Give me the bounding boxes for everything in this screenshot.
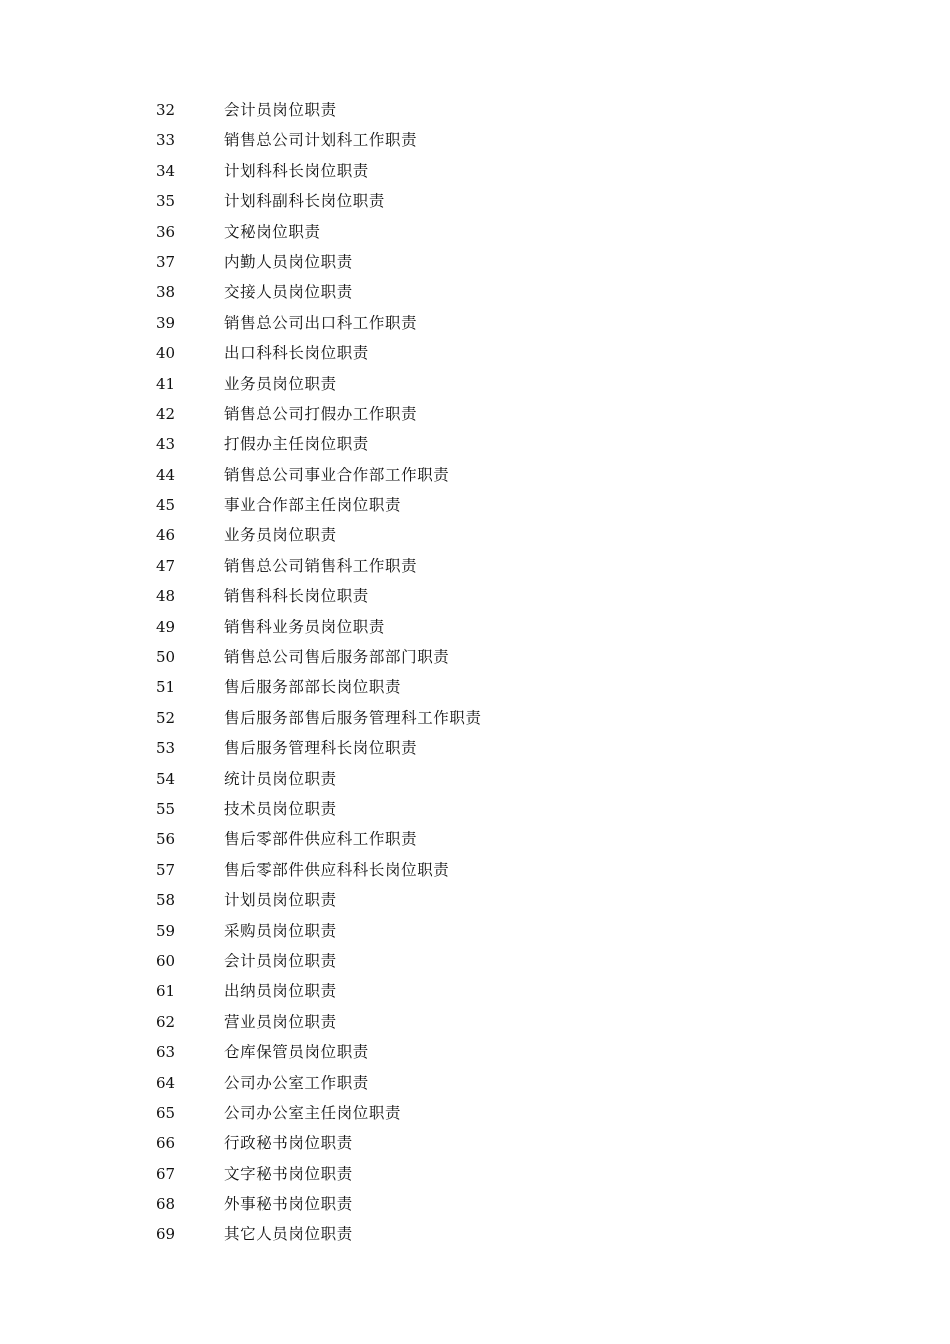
toc-entry-number: 34 — [156, 161, 176, 180]
toc-entry-number: 64 — [156, 1073, 176, 1092]
toc-entry — [156, 308, 856, 338]
toc-entry-number: 44 — [156, 465, 176, 484]
toc-entry-number: 37 — [156, 252, 176, 271]
toc-entry-number: 51 — [156, 678, 176, 697]
toc-entry — [156, 672, 856, 702]
toc-entry-title: 售后服务管理科长岗位职责 — [224, 739, 418, 758]
toc-entry-number: 57 — [156, 860, 176, 879]
toc-entry-number: 58 — [156, 891, 176, 910]
toc-entry-title: 销售总公司事业合作部工作职责 — [224, 465, 450, 484]
toc-entry-title: 公司办公室工作职责 — [224, 1073, 369, 1092]
toc-entry — [156, 460, 856, 490]
toc-entry — [156, 338, 856, 368]
toc-entry — [156, 581, 856, 611]
toc-entry — [156, 794, 856, 824]
toc-entry-number: 50 — [156, 648, 176, 667]
toc-entry-number: 33 — [156, 131, 176, 150]
toc-entry-number: 59 — [156, 921, 176, 940]
toc-entry-number: 41 — [156, 374, 176, 393]
toc-entry — [156, 247, 856, 277]
toc-entry-number: 32 — [156, 101, 176, 119]
toc-entry — [156, 125, 856, 155]
toc-entry-number: 67 — [156, 1164, 176, 1183]
toc-entry — [156, 1128, 856, 1158]
toc-entry-title: 业务员岗位职责 — [224, 374, 337, 393]
toc-entry — [156, 612, 856, 642]
toc-entry-title: 统计员岗位职责 — [224, 769, 337, 788]
toc-entry-title: 售后零部件供应科工作职责 — [224, 830, 418, 849]
toc-entry-number: 43 — [156, 435, 176, 454]
toc-entry-title: 销售总公司计划科工作职责 — [224, 131, 418, 150]
toc-entry-title: 采购员岗位职责 — [224, 921, 337, 940]
toc-entry — [156, 490, 856, 520]
toc-entry — [156, 1037, 856, 1067]
toc-entry — [156, 855, 856, 885]
toc-entry — [156, 1189, 856, 1219]
toc-entry-number: 38 — [156, 283, 176, 302]
toc-entry-title: 销售科业务员岗位职责 — [224, 617, 386, 636]
toc-entry — [156, 186, 856, 216]
toc-entry-title: 文秘岗位职责 — [224, 222, 321, 241]
toc-entry — [156, 885, 856, 915]
toc-entry-title: 文字秘书岗位职责 — [224, 1164, 353, 1183]
toc-entry — [156, 95, 856, 125]
toc-entry-title: 公司办公室主任岗位职责 — [224, 1103, 402, 1122]
toc-entry — [156, 551, 856, 581]
toc-entry-title: 其它人员岗位职责 — [224, 1225, 353, 1244]
toc-entry — [156, 1219, 856, 1249]
toc-entry-number: 54 — [156, 769, 176, 788]
toc-entry-number: 65 — [156, 1103, 176, 1122]
toc-entry-number: 42 — [156, 404, 176, 423]
toc-entry-number: 55 — [156, 799, 176, 818]
toc-entry-title: 事业合作部主任岗位职责 — [224, 496, 402, 515]
toc-entry-number: 36 — [156, 222, 176, 241]
toc-entry — [156, 1068, 856, 1098]
toc-entry-title: 出口科科长岗位职责 — [224, 344, 369, 363]
toc-entry — [156, 369, 856, 399]
toc-entry-title: 销售总公司出口科工作职责 — [224, 313, 418, 332]
toc-list — [156, 95, 856, 1250]
toc-entry-number: 68 — [156, 1195, 176, 1214]
toc-entry-title: 销售总公司售后服务部部门职责 — [224, 648, 450, 667]
toc-entry-number: 49 — [156, 617, 176, 636]
toc-entry-title: 计划科科长岗位职责 — [224, 161, 369, 180]
toc-entry-number: 53 — [156, 739, 176, 758]
toc-entry — [156, 946, 856, 976]
toc-entry-title: 打假办主任岗位职责 — [224, 435, 369, 454]
toc-entry-title: 销售总公司销售科工作职责 — [224, 556, 418, 575]
toc-entry-title: 外事秘书岗位职责 — [224, 1195, 353, 1214]
toc-entry — [156, 399, 856, 429]
toc-entry-number: 45 — [156, 496, 176, 515]
toc-entry — [156, 733, 856, 763]
toc-entry — [156, 703, 856, 733]
toc-entry-title: 会计员岗位职责 — [224, 101, 337, 119]
toc-entry-number: 52 — [156, 708, 176, 727]
toc-entry-title: 售后服务部部长岗位职责 — [224, 678, 402, 697]
toc-entry-title: 行政秘书岗位职责 — [224, 1134, 353, 1153]
toc-entry-number: 56 — [156, 830, 176, 849]
toc-entry-title: 营业员岗位职责 — [224, 1012, 337, 1031]
toc-entry — [156, 1098, 856, 1128]
toc-entry-number: 35 — [156, 192, 176, 211]
toc-entry-title: 技术员岗位职责 — [224, 799, 337, 818]
toc-entry — [156, 764, 856, 794]
toc-entry — [156, 277, 856, 307]
toc-entry — [156, 642, 856, 672]
toc-entry — [156, 429, 856, 459]
toc-entry-number: 63 — [156, 1043, 176, 1062]
toc-entry-number: 69 — [156, 1225, 176, 1244]
toc-entry-number: 47 — [156, 556, 176, 575]
toc-entry-number: 39 — [156, 313, 176, 332]
toc-entry — [156, 217, 856, 247]
toc-entry-title: 销售总公司打假办工作职责 — [224, 404, 418, 423]
toc-entry-title: 计划科副科长岗位职责 — [224, 192, 386, 211]
toc-entry-title: 出纳员岗位职责 — [224, 982, 337, 1001]
toc-entry — [156, 976, 856, 1006]
toc-entry-title: 内勤人员岗位职责 — [224, 252, 353, 271]
toc-entry — [156, 1159, 856, 1189]
toc-entry-title: 计划员岗位职责 — [224, 891, 337, 910]
toc-entry-number: 60 — [156, 951, 176, 970]
toc-entry-number: 66 — [156, 1134, 176, 1153]
toc-entry-number: 46 — [156, 526, 176, 545]
toc-entry — [156, 1007, 856, 1037]
toc-entry-title: 销售科科长岗位职责 — [224, 587, 369, 606]
toc-entry-title: 售后服务部售后服务管理科工作职责 — [224, 708, 482, 727]
toc-entry — [156, 916, 856, 946]
toc-entry-title: 仓库保管员岗位职责 — [224, 1043, 369, 1062]
toc-entry-title: 交接人员岗位职责 — [224, 283, 353, 302]
toc-entry-number: 61 — [156, 982, 176, 1001]
toc-entry — [156, 156, 856, 186]
toc-entry-title: 售后零部件供应科科长岗位职责 — [224, 860, 450, 879]
toc-entry-number: 48 — [156, 587, 176, 606]
toc-entry-title: 会计员岗位职责 — [224, 951, 337, 970]
toc-entry-number: 62 — [156, 1012, 176, 1031]
toc-entry — [156, 520, 856, 550]
toc-entry — [156, 824, 856, 854]
toc-entry-number: 40 — [156, 344, 176, 363]
toc-entry-title: 业务员岗位职责 — [224, 526, 337, 545]
